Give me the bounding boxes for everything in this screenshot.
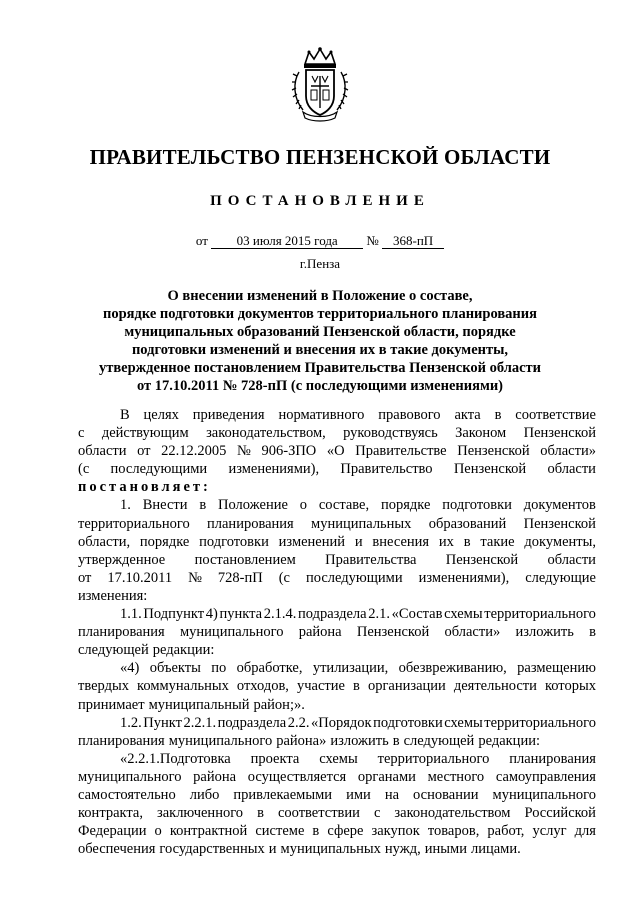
body-word: редакции: xyxy=(478,732,540,749)
subject-line: от 17.10.2011 № 728-пП (с последующими изменениями) xyxy=(136,378,504,394)
body-line xyxy=(78,442,596,460)
body-word: закупок xyxy=(371,823,420,840)
subject-line: муниципальных образований Пензенской области, порядке xyxy=(124,324,516,340)
body-word: приведения xyxy=(192,407,265,423)
body-word: проекта xyxy=(250,750,300,767)
body-word: области xyxy=(78,443,127,460)
body-word: о xyxy=(154,823,162,840)
body-word: Российской xyxy=(524,805,596,822)
body-word: 22.12.2005 xyxy=(161,443,227,460)
body-word: территориального xyxy=(377,750,490,767)
body-word: составе, xyxy=(318,497,370,514)
body-line xyxy=(78,768,596,786)
body-word: заключенного xyxy=(156,805,244,822)
body-word: «2.2.1.Подготовка xyxy=(120,750,231,767)
body-word: последующими xyxy=(305,569,403,586)
body-line xyxy=(78,406,596,424)
body-word: В xyxy=(120,407,130,423)
body-word: подготовки xyxy=(199,533,269,550)
body-word: Подпункт xyxy=(143,606,205,623)
body-word: 2.2.1. xyxy=(183,714,217,731)
body-word: либо xyxy=(189,786,220,803)
body-word: отходов, xyxy=(236,678,289,695)
body-word: принимает xyxy=(78,696,145,713)
body-word: подготовки xyxy=(442,497,512,514)
body-word: с xyxy=(373,805,381,822)
body-word: основании xyxy=(413,786,479,803)
body-word: соответствии xyxy=(277,805,360,822)
subject-line: утвержденное постановлением Правительства Пензенской области xyxy=(98,360,542,376)
city: г.Пенза xyxy=(299,256,341,271)
body-word: 906-ЗПО xyxy=(261,443,317,460)
body-word: в xyxy=(392,732,400,749)
body-word: территориального xyxy=(78,515,190,532)
document-date: 03 июля 2015 года xyxy=(211,234,363,249)
body-word: «О xyxy=(326,443,345,460)
body-word: их xyxy=(438,533,454,550)
body-word: Правительство xyxy=(340,461,433,478)
body-line xyxy=(78,587,596,605)
body-word: Правительства xyxy=(325,551,417,568)
date-number-line xyxy=(0,233,640,249)
body-word: Положение xyxy=(218,497,288,514)
body-word: утилизации, xyxy=(312,660,389,677)
body-word: в xyxy=(589,624,596,641)
body-word: размещению xyxy=(517,660,596,677)
body-word: соответствие xyxy=(515,407,596,423)
body-word: для xyxy=(574,823,596,840)
body-word: 2.1.4. xyxy=(263,606,297,623)
body-word: изменения: xyxy=(78,587,148,604)
body-word: 2.1. xyxy=(368,606,390,623)
body-word: самоуправления xyxy=(495,768,596,785)
body-line xyxy=(78,822,596,840)
body-word: территориального xyxy=(484,606,596,623)
body-word: Пензенской xyxy=(453,461,527,478)
body-word: правового xyxy=(378,407,441,423)
body-word: № xyxy=(188,569,202,586)
body-word: планирования xyxy=(509,750,596,767)
body-word: товаров, xyxy=(427,823,480,840)
body-word: планирования xyxy=(207,515,294,532)
body-line xyxy=(78,804,596,822)
body-word: муниципальных xyxy=(280,841,381,858)
body-word: изложить xyxy=(330,732,389,749)
document-subject xyxy=(60,287,580,395)
body-word: в xyxy=(353,678,360,695)
body-word: области» xyxy=(540,443,596,460)
body-word: в xyxy=(199,497,207,514)
body-word: 1.2. xyxy=(120,714,142,731)
body-word: территориального xyxy=(484,714,596,731)
body-word: деятельности xyxy=(453,678,537,695)
body-word: района» xyxy=(276,732,327,749)
body-word: организации xyxy=(367,678,446,695)
body-word: 1.1. xyxy=(120,606,142,623)
body-word: район;». xyxy=(253,696,305,713)
body-word: и xyxy=(268,841,277,858)
body-word: 728-пП xyxy=(217,569,263,586)
body-word: законодательством, xyxy=(206,425,326,442)
body-word: района xyxy=(298,624,342,641)
body-line xyxy=(78,533,596,551)
body-word: по xyxy=(211,660,227,677)
body-word: следующей xyxy=(78,642,149,659)
body-word: Законом xyxy=(455,425,507,442)
body-word: органами xyxy=(357,768,416,785)
body-word: Внести xyxy=(142,497,188,514)
body-word: о xyxy=(299,497,307,514)
body-word: муниципального xyxy=(492,786,596,803)
body-word: государственных xyxy=(159,841,265,858)
body-word: 1. xyxy=(120,497,131,514)
body-word: следующие xyxy=(525,569,596,586)
government-title: ПРАВИТЕЛЬСТВО ПЕНЗЕНСКОЙ ОБЛАСТИ xyxy=(89,145,551,169)
body-word: сфере xyxy=(327,823,364,840)
body-word: Пензенской xyxy=(445,551,519,568)
body-word: Федерации xyxy=(78,823,147,840)
body-word: и xyxy=(354,533,363,550)
body-word: планирования xyxy=(78,624,165,641)
document-number: 368-пП xyxy=(382,234,444,249)
body-word: руководствуясь xyxy=(343,425,438,442)
body-word: порядке xyxy=(139,533,190,550)
body-word: в xyxy=(463,533,471,550)
body-word: документы, xyxy=(524,533,596,550)
body-word: планирования xyxy=(78,732,165,749)
body-word: привлекаемыми xyxy=(233,786,333,803)
body-word: 2.2. xyxy=(287,714,310,731)
body-word: ими xyxy=(346,786,371,803)
subject-line: О внесении изменений в Положение о составе, xyxy=(167,288,473,304)
body-word: Пензенской xyxy=(523,515,596,532)
body-word: изменений xyxy=(278,533,346,550)
body-word: муниципальных xyxy=(311,515,412,532)
body-word: обработке, xyxy=(236,660,303,677)
body-word: в xyxy=(257,805,264,822)
body-word: от xyxy=(137,443,151,460)
body-word: № xyxy=(237,443,251,460)
body-word: подготовки xyxy=(373,714,443,731)
body-word: обезвреживанию, xyxy=(398,660,507,677)
body-word: муниципальный xyxy=(148,696,250,713)
document-type: ПОСТАНОВЛЕНИЕ xyxy=(210,193,430,209)
body-word: на xyxy=(384,786,400,803)
body-line xyxy=(78,569,596,587)
body-word: такие xyxy=(480,533,515,550)
body-line xyxy=(78,786,596,804)
body-word: 17.10.2011 xyxy=(107,569,173,586)
body-line xyxy=(78,677,596,695)
body-line xyxy=(78,750,596,768)
body-word: от xyxy=(78,569,92,586)
body-word: действующим xyxy=(101,425,189,442)
body-word: области xyxy=(547,461,596,478)
body-word: редакции: xyxy=(152,642,215,659)
body-word: контракта, xyxy=(78,805,143,822)
body-line xyxy=(78,840,596,858)
body-line xyxy=(78,496,596,514)
body-word: услуг xyxy=(532,823,567,840)
body-word: утвержденное xyxy=(78,551,166,568)
document-body xyxy=(78,406,596,858)
body-word: «Состав xyxy=(391,606,443,623)
body-word: твердых xyxy=(78,678,129,695)
body-word: которых xyxy=(544,678,596,695)
body-word: схемы xyxy=(444,714,483,731)
body-word: с xyxy=(78,425,85,442)
date-prefix: от xyxy=(195,233,208,248)
body-line xyxy=(78,605,596,623)
body-word: пункта xyxy=(219,606,263,623)
body-word: контрактной xyxy=(169,823,248,840)
body-word: Пензенской xyxy=(356,624,430,641)
coat-of-arms-emblem xyxy=(291,46,349,122)
body-word: лицами. xyxy=(470,841,521,858)
body-word: самостоятельно xyxy=(78,786,176,803)
body-word: подраздела xyxy=(297,606,367,623)
body-word: работ, xyxy=(487,823,525,840)
body-line xyxy=(78,460,596,478)
body-line xyxy=(78,551,596,569)
body-word: постановлением xyxy=(194,551,296,568)
body-word: местного xyxy=(427,768,485,785)
body-word: «Порядок xyxy=(310,714,372,731)
body-word: иными xyxy=(424,841,467,858)
body-word: Пензенской xyxy=(523,425,596,442)
body-word: в xyxy=(312,823,320,840)
body-word: схемы xyxy=(444,606,483,623)
body-word: района xyxy=(193,768,237,785)
body-word: изложить xyxy=(515,624,574,641)
body-word: (с xyxy=(78,461,90,478)
body-line xyxy=(78,696,596,714)
body-word: 4) xyxy=(205,606,218,623)
body-line xyxy=(78,424,596,442)
body-word: в xyxy=(494,407,502,423)
body-word: муниципального xyxy=(78,768,182,785)
resolution-keyword-line xyxy=(78,478,596,496)
body-word: Правительстве xyxy=(355,443,447,460)
body-word: целях xyxy=(143,407,179,423)
body-word: следующей xyxy=(403,732,475,749)
body-line xyxy=(78,659,596,677)
body-line xyxy=(78,641,596,659)
body-line xyxy=(78,732,596,750)
body-word: области, xyxy=(78,533,131,550)
body-word: подраздела xyxy=(217,714,287,731)
body-word: акта xyxy=(454,407,481,423)
body-word: области» xyxy=(444,624,501,641)
body-word: осуществляется xyxy=(247,768,347,785)
body-word: системе xyxy=(255,823,305,840)
body-word: области xyxy=(547,551,596,568)
body-word: порядке xyxy=(380,497,431,514)
body-line xyxy=(78,714,596,732)
body-word: Пункт xyxy=(143,714,182,731)
body-word: муниципального xyxy=(179,624,284,641)
body-word: документов xyxy=(523,497,596,514)
body-word: нужд, xyxy=(384,841,421,858)
body-word: участие xyxy=(297,678,345,695)
number-sign: № xyxy=(366,233,379,248)
body-word: Пензенской xyxy=(457,443,530,460)
body-line xyxy=(78,623,596,641)
body-word: законодательством xyxy=(394,805,511,822)
body-word: постановляет: xyxy=(78,479,211,496)
body-word: (с xyxy=(278,569,290,586)
body-word: изменениями), xyxy=(418,569,510,586)
subject-line: подготовки изменений и внесения их в такие документы, xyxy=(131,342,509,358)
body-word: изменениями), xyxy=(228,461,320,478)
body-word: обеспечения xyxy=(78,841,156,858)
body-word: муниципального xyxy=(168,732,273,749)
body-word: коммунальных xyxy=(137,678,229,695)
body-word: нормативного xyxy=(278,407,365,423)
body-word: объекты xyxy=(149,660,201,677)
body-word: схемы xyxy=(319,750,358,767)
subject-line: порядке подготовки документов территориального планирования xyxy=(103,306,537,322)
body-word: «4) xyxy=(120,660,140,677)
body-line xyxy=(78,515,596,533)
body-word: образований xyxy=(428,515,507,532)
body-word: последующими xyxy=(110,461,208,478)
body-word: внесения xyxy=(372,533,430,550)
